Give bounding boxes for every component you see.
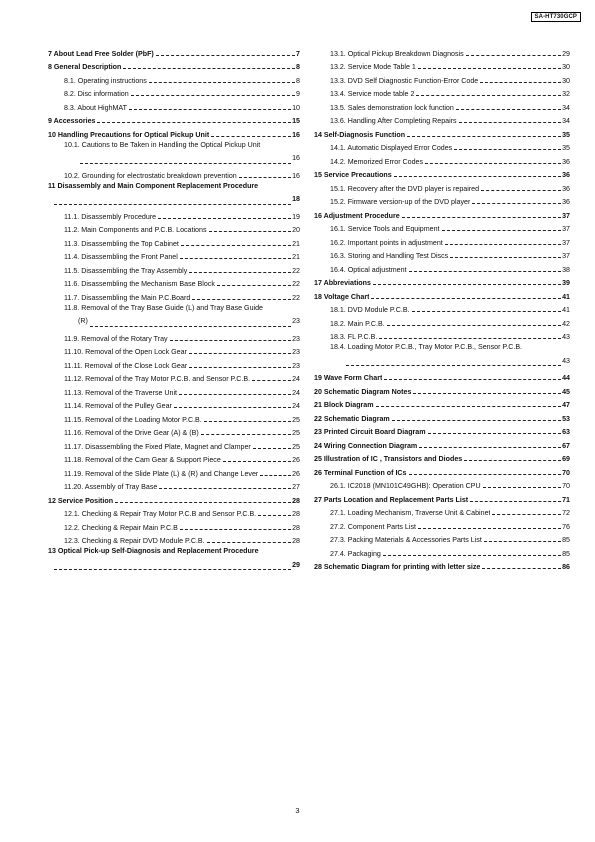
dot-leader	[217, 285, 291, 286]
toc-entry-title: 11.14. Removal of the Pulley Gear	[64, 402, 172, 410]
toc-entry[interactable]	[48, 112, 300, 126]
toc-entry[interactable]	[48, 370, 300, 384]
toc-entry-page: 22	[292, 293, 300, 302]
dot-leader	[189, 367, 291, 368]
dot-leader	[209, 231, 292, 232]
toc-entry[interactable]	[48, 356, 300, 370]
dot-leader	[181, 245, 291, 246]
toc-entry-page: 25	[292, 442, 300, 451]
dot-leader	[456, 109, 561, 110]
toc-entry-page: 24	[292, 375, 300, 383]
toc-entry-title: 15.2. Firmware version-up of the DVD player	[330, 198, 471, 206]
toc-entry-title: 26.1. IC2018 (MN101C49GHB): Operation CPU	[330, 482, 481, 490]
dot-leader	[223, 461, 291, 462]
toc-entry-page: 16	[292, 154, 300, 162]
toc-entry-page: 15	[292, 117, 300, 125]
toc-entry-title: 27.2. Component Parts List	[330, 522, 416, 531]
dot-leader	[376, 406, 562, 407]
toc-entry[interactable]	[48, 410, 300, 424]
toc-entry[interactable]	[314, 328, 570, 342]
toc-entry-page: 43	[562, 356, 570, 365]
toc-entry-page: 28	[292, 496, 300, 505]
toc-entry[interactable]	[48, 44, 300, 58]
toc-entry-page: 30	[562, 76, 570, 85]
toc-entry-page: 20	[292, 226, 300, 234]
dot-leader	[482, 568, 561, 569]
toc-entry-page: 37	[562, 225, 570, 233]
toc-entry-title: 14.1. Automatic Displayed Error Codes	[330, 144, 453, 152]
dot-leader	[384, 379, 561, 380]
dot-leader	[418, 68, 561, 69]
dot-leader	[392, 420, 561, 421]
toc-entry-title: 13.6. Handling After Completing Repairs	[330, 117, 457, 125]
dot-leader	[54, 569, 291, 570]
toc-entry-page: 36	[562, 171, 570, 179]
toc-entry[interactable]	[48, 71, 300, 85]
toc-entry-title: 11.1. Disassembly Procedure	[64, 212, 157, 221]
dot-leader	[419, 447, 561, 448]
toc-entry-title: 25 Illustration of IC , Transistors and Diodes	[314, 455, 463, 463]
dot-leader	[416, 95, 561, 96]
toc-entry-page: 22	[292, 280, 300, 288]
dot-leader	[442, 230, 562, 231]
toc-entry[interactable]	[314, 206, 570, 220]
toc-entry[interactable]	[48, 98, 300, 112]
toc-entry[interactable]	[48, 207, 300, 221]
dot-leader	[346, 365, 561, 366]
dot-leader	[192, 299, 291, 300]
toc-entry-page: 37	[562, 238, 570, 247]
toc-entry-title: 17 Abbreviations	[314, 279, 371, 287]
toc-entry-page: 47	[562, 401, 570, 409]
toc-entry[interactable]	[314, 71, 570, 85]
toc-entry-page: 19	[292, 212, 300, 221]
toc-entry[interactable]	[48, 545, 300, 572]
toc-entry-page: 29	[562, 49, 570, 58]
toc-entry-title: 18.4. Loading Motor P.C.B., Tray Motor P.C.B., Sensor P.C.B.	[330, 343, 523, 351]
toc-entry[interactable]	[314, 233, 570, 247]
toc-entry-page: 85	[562, 549, 570, 558]
toc-entry-page: 85	[562, 536, 570, 544]
dot-leader	[459, 122, 562, 123]
toc-entry[interactable]	[48, 288, 300, 302]
toc-entry[interactable]	[48, 518, 300, 532]
dot-leader	[483, 487, 561, 488]
toc-entry[interactable]	[48, 532, 300, 546]
toc-entry-title: 14 Self-Diagnosis Function	[314, 130, 406, 139]
toc-entry-title: 21 Block Diagram	[314, 401, 374, 409]
toc-entry[interactable]	[314, 166, 570, 180]
toc-entry-title: 13.3. DVD Self Diagnostic Function-Error Code	[330, 76, 479, 85]
toc-entry-page: 34	[562, 117, 570, 125]
toc-entry-title: 11.4. Disassembling the Front Panel	[64, 253, 178, 261]
toc-entry[interactable]	[48, 343, 300, 357]
toc-entry-page: 24	[292, 388, 300, 397]
toc-entry-page: 37	[562, 211, 570, 220]
toc-entry-title: 18.1. DVD Module P.C.B.	[330, 306, 410, 314]
toc-entry-title: 10 Handling Precautions for Optical Pickup Unit	[48, 130, 210, 139]
toc-entry-page: 25	[292, 429, 300, 437]
dot-leader	[174, 407, 291, 408]
dot-leader	[412, 311, 562, 312]
dot-leader	[371, 298, 561, 299]
toc-entry[interactable]	[314, 247, 570, 261]
toc-entry-title: 13 Optical Pick-up Self-Diagnosis and Replacement Procedure	[48, 547, 259, 555]
dot-leader	[123, 68, 295, 69]
toc-entry-page: 27	[292, 483, 300, 491]
toc-entry-page: 23	[292, 317, 300, 325]
toc-entry[interactable]	[314, 314, 570, 328]
toc-entry-title: 16 Adjustment Procedure	[314, 211, 400, 220]
toc-entry[interactable]	[314, 152, 570, 166]
dot-leader	[211, 136, 291, 137]
toc-entry[interactable]	[314, 193, 570, 207]
dot-leader	[158, 218, 291, 219]
toc-entry-title: 8.1. Operating instructions	[64, 76, 147, 85]
toc-entry-page: 8	[296, 63, 300, 71]
toc-entry[interactable]	[48, 221, 300, 235]
toc-entry[interactable]	[314, 504, 570, 518]
toc-entry[interactable]	[314, 423, 570, 437]
dot-leader	[373, 284, 561, 285]
toc-entry-page: 21	[292, 253, 300, 261]
toc-entry-page: 37	[562, 252, 570, 260]
model-number-badge: SA-HT730GCP	[531, 12, 581, 22]
dot-leader	[425, 163, 561, 164]
toc-entry-page: 16	[292, 171, 300, 180]
toc-entry[interactable]	[314, 341, 570, 368]
dot-leader	[80, 163, 291, 164]
toc-entry-title: 19 Wave Form Chart	[314, 374, 383, 382]
toc-entry[interactable]	[48, 437, 300, 451]
toc-entry-page: 28	[292, 510, 300, 518]
toc-entry[interactable]	[314, 98, 570, 112]
toc-entry-title: 9 Accessories	[48, 117, 96, 125]
toc-entry-title: 27.1. Loading Mechanism, Traverse Unit & Cabinet	[330, 509, 491, 517]
toc-entry-page: 41	[562, 306, 570, 314]
toc-entry-title: 12.3. Checking & Repair DVD Module P.C.B.	[64, 537, 205, 545]
toc-entry[interactable]	[48, 424, 300, 438]
toc-entry[interactable]	[314, 382, 570, 396]
toc-entry-page: 24	[292, 402, 300, 410]
toc-entry[interactable]	[48, 491, 300, 505]
toc-entry-title: 22 Schematic Diagram	[314, 414, 390, 423]
toc-entry-title: 16.3. Storing and Handling Test Discs	[330, 252, 449, 260]
toc-entry-title: 13.5. Sales demonstration lock function	[330, 103, 454, 112]
dot-leader	[54, 204, 291, 205]
toc-entry-page: 10	[292, 103, 300, 112]
toc-entry-title: 7 About Lead Free Solder (PbF)	[48, 49, 154, 58]
toc-entry[interactable]	[314, 112, 570, 126]
toc-entry-title: 11.8. Removal of the Tray Base Guide (L) and Tray Base Guide	[64, 303, 263, 312]
toc-entry-title: 12 Service Position	[48, 496, 114, 505]
toc-entry-title: 11.13. Removal of the Traverse Unit	[64, 388, 178, 397]
toc-entry[interactable]	[48, 180, 300, 207]
toc-entry-page: 28	[292, 537, 300, 545]
toc-entry[interactable]	[48, 383, 300, 397]
toc-entry-page: 36	[562, 198, 570, 206]
toc-entry-page: 26	[292, 469, 300, 478]
toc-entry-title-continued: (R)	[78, 317, 88, 325]
toc-entry-page: 41	[562, 292, 570, 301]
toc-entry-page: 35	[562, 130, 570, 139]
toc-entry[interactable]	[48, 58, 300, 72]
toc-entry[interactable]	[314, 450, 570, 464]
dot-leader	[189, 353, 291, 354]
toc-entry-page: 38	[562, 265, 570, 274]
toc-entry[interactable]	[314, 558, 570, 572]
toc-entry[interactable]	[314, 396, 570, 410]
dot-leader	[409, 474, 562, 475]
dot-leader	[170, 340, 292, 341]
toc-entry[interactable]	[314, 436, 570, 450]
toc-entry-title: 18.3. FL P.C.B.	[330, 333, 378, 341]
dot-leader	[207, 542, 291, 543]
toc-entry-page: 36	[562, 184, 570, 193]
toc-entry-title: 8.2. Disc information	[64, 90, 129, 98]
toc-entry-title: 11.9. Removal of the Rotary Tray	[64, 334, 168, 343]
toc-entry[interactable]	[314, 517, 570, 531]
dot-leader	[454, 149, 561, 150]
toc-entry-title: 28 Schematic Diagram for printing with letter size	[314, 563, 481, 571]
toc-entry-title: 13.2. Service Mode Table 1	[330, 63, 416, 71]
dot-leader	[129, 109, 291, 110]
dot-leader	[470, 501, 561, 502]
toc-entry-title: 16.4. Optical adjustment	[330, 265, 407, 274]
toc-entry[interactable]	[48, 505, 300, 519]
toc-entry-title: 16.2. Important points in adjustment	[330, 238, 443, 247]
dot-leader	[179, 394, 291, 395]
toc-entry[interactable]	[314, 301, 570, 315]
toc-entry[interactable]	[314, 139, 570, 153]
toc-entry[interactable]	[48, 451, 300, 465]
toc-entry-title: 10.1. Cautions to Be Taken in Handling the Optical Pickup Unit	[64, 140, 261, 149]
toc-entry-title: 11.6. Disassembling the Mechanism Base Block	[64, 280, 215, 288]
toc-entry-title: 8.3. About HighMAT	[64, 103, 127, 112]
toc-entry[interactable]	[314, 220, 570, 234]
dot-leader	[407, 136, 561, 137]
toc-entry[interactable]	[314, 58, 570, 72]
toc-entry-title: 27.4. Packaging	[330, 549, 381, 558]
toc-entry-page: 42	[562, 319, 570, 328]
toc-entry-title: 11.17. Disassembling the Fixed Plate, Magnet and Clamper	[64, 442, 251, 451]
toc-entry[interactable]	[48, 464, 300, 478]
dot-leader	[189, 272, 291, 273]
toc-entry-title: 10.2. Grounding for electrostatic breakdown prevention	[64, 171, 237, 180]
toc-entry-title: 15 Service Precautions	[314, 171, 392, 179]
toc-entry-page: 7	[296, 49, 300, 58]
toc-entry-page: 76	[562, 522, 570, 531]
toc-entry-title: 18.2. Main P.C.B.	[330, 319, 385, 328]
toc-entry-title: 11.20. Assembly of Tray Base	[64, 483, 158, 491]
dot-leader	[418, 528, 561, 529]
toc-entry-title: 11.10. Removal of the Open Lock Gear	[64, 348, 187, 356]
dot-leader	[402, 217, 561, 218]
dot-leader	[159, 488, 291, 489]
toc-entry-title: 11.11. Removal of the Close Lock Gear	[64, 361, 188, 370]
toc-entry-title: 18 Voltage Chart	[314, 292, 370, 301]
toc-entry-page: 23	[292, 334, 300, 343]
dot-leader	[484, 541, 561, 542]
toc-entry[interactable]	[48, 397, 300, 411]
toc-entry[interactable]	[314, 274, 570, 288]
dot-leader	[428, 433, 562, 434]
toc-entry-page: 34	[562, 103, 570, 112]
dot-leader	[258, 515, 291, 516]
toc-entry-title: 20 Schematic Diagram Notes	[314, 387, 412, 396]
toc-entry-title: 11.19. Removal of the Slide Plate (L) & (R) and Change Lever	[64, 469, 259, 478]
toc-entry-page: 72	[562, 509, 570, 517]
toc-entry[interactable]	[314, 260, 570, 274]
toc-entry[interactable]	[48, 234, 300, 248]
dot-leader	[480, 82, 561, 83]
toc-entry-title: 27 Parts Location and Replacement Parts List	[314, 495, 469, 504]
toc-entry-page: 53	[562, 414, 570, 423]
dot-leader	[409, 271, 562, 272]
toc-entry-title: 13.1. Optical Pickup Breakdown Diagnosis	[330, 49, 464, 58]
toc-entry[interactable]	[48, 329, 300, 343]
toc-entry[interactable]	[314, 544, 570, 558]
toc-entry-title: 11.18. Removal of the Cam Gear & Support Piece	[64, 456, 221, 464]
toc-entry[interactable]	[314, 463, 570, 477]
toc-entry-title: 12.2. Checking & Repair Main P.C.B	[64, 523, 178, 532]
toc-entry-page: 28	[292, 523, 300, 532]
dot-leader	[115, 502, 291, 503]
toc-entry[interactable]	[314, 125, 570, 139]
page-number: 3	[295, 806, 300, 815]
toc-entry-title: 11 Disassembly and Main Component Replacement Procedure	[48, 181, 259, 190]
dot-leader	[252, 380, 291, 381]
dot-leader	[180, 529, 291, 530]
dot-leader	[90, 326, 291, 327]
toc-entry-page: 32	[562, 90, 570, 98]
toc-entry[interactable]	[48, 166, 300, 180]
toc-entry-page: 29	[292, 560, 300, 569]
dot-leader	[379, 338, 561, 339]
toc-entry[interactable]	[48, 302, 300, 329]
dot-leader	[201, 434, 291, 435]
toc-entry-title: 11.12. Removal of the Tray Motor P.C.B. and Sensor P.C.B.	[64, 375, 251, 383]
toc-entry-page: 86	[562, 563, 570, 571]
toc-entry-title: 11.2. Main Components and P.C.B. Locations	[64, 226, 207, 234]
toc-entry-page: 35	[562, 144, 570, 152]
toc-entry-page: 70	[562, 482, 570, 490]
toc-entry-title: 27.3. Packing Materials & Accessories Parts List	[330, 536, 482, 544]
toc-entry-page: 30	[562, 63, 570, 71]
toc-entry-title: 13.4. Service mode table 2	[330, 90, 415, 98]
dot-leader	[204, 421, 291, 422]
toc-entry-page: 21	[292, 239, 300, 248]
toc-entry-page: 69	[562, 455, 570, 463]
toc-entry-page: 22	[292, 266, 300, 275]
toc-entry[interactable]	[314, 531, 570, 545]
dot-leader	[472, 203, 561, 204]
toc-entry-page: 70	[562, 468, 570, 477]
toc-entry-title: 12.1. Checking & Repair Tray Motor P.C.B and Sensor P.C.B.	[64, 510, 257, 518]
toc-entry-page: 16	[292, 130, 300, 139]
dot-leader	[394, 176, 561, 177]
toc-entry-page: 67	[562, 441, 570, 450]
toc-entry-page: 36	[562, 157, 570, 166]
dot-leader	[464, 460, 561, 461]
toc-entry[interactable]	[48, 139, 300, 166]
toc-entry[interactable]	[48, 248, 300, 262]
toc-entry-page: 45	[562, 387, 570, 396]
toc-entry[interactable]	[48, 478, 300, 492]
toc-entry[interactable]	[314, 369, 570, 383]
toc-entry[interactable]	[48, 261, 300, 275]
toc-entry[interactable]	[314, 44, 570, 58]
toc-entry-page: 25	[292, 415, 300, 424]
toc-entry[interactable]	[314, 85, 570, 99]
dot-leader	[253, 448, 291, 449]
toc-entry[interactable]	[314, 477, 570, 491]
dot-leader	[180, 258, 291, 259]
dot-leader	[481, 190, 561, 191]
dot-leader	[239, 177, 291, 178]
toc-entry-page: 71	[562, 495, 570, 504]
dot-leader	[492, 514, 561, 515]
toc-entry-page: 8	[296, 76, 300, 85]
toc-entry-title: 11.16. Removal of the Drive Gear (A) & (B)	[64, 429, 199, 437]
toc-entry-title: 26 Terminal Function of ICs	[314, 468, 407, 477]
toc-entry-title: 11.3. Disassembling the Top Cabinet	[64, 239, 179, 248]
toc-entry[interactable]	[48, 125, 300, 139]
toc-entry[interactable]	[314, 179, 570, 193]
toc-entry-title: 16.1. Service Tools and Equipment	[330, 225, 440, 233]
toc-entry-title: 11.7. Disassembling the Main P.C.Board	[64, 293, 191, 302]
toc-entry-page: 39	[562, 279, 570, 287]
toc-entry[interactable]	[314, 490, 570, 504]
dot-leader	[383, 555, 561, 556]
toc-entry[interactable]	[314, 287, 570, 301]
toc-entry-page: 9	[296, 90, 300, 98]
toc-entry[interactable]	[314, 409, 570, 423]
toc-entry-page: 23	[292, 361, 300, 370]
dot-leader	[413, 393, 561, 394]
toc-entry-page: 18	[292, 195, 300, 203]
toc-entry[interactable]	[48, 85, 300, 99]
toc-entry-title: 11.5. Disassembling the Tray Assembly	[64, 266, 188, 275]
toc-entry-page: 44	[562, 374, 570, 382]
dot-leader	[97, 122, 291, 123]
toc-entry-page: 26	[292, 456, 300, 464]
toc-entry-title: 15.1. Recovery after the DVD player is repaired	[330, 184, 480, 193]
dot-leader	[466, 55, 561, 56]
toc-entry[interactable]	[48, 275, 300, 289]
toc-entry-page: 23	[292, 348, 300, 356]
dot-leader	[445, 244, 561, 245]
dot-leader	[149, 82, 295, 83]
toc-left-column	[48, 44, 300, 573]
toc-entry-title: 8 General Description	[48, 63, 122, 71]
dot-leader	[156, 55, 295, 56]
dot-leader	[450, 257, 561, 258]
toc-entry-page: 63	[562, 428, 570, 436]
toc-entry-title: 23 Printed Circuit Board Diagram	[314, 428, 426, 436]
toc-entry-page: 43	[562, 333, 570, 341]
dot-leader	[260, 475, 291, 476]
toc-right-column	[314, 44, 570, 571]
toc-entry-title: 24 Wiring Connection Diagram	[314, 441, 418, 450]
toc-entry-title: 11.15. Removal of the Loading Motor P.C.B.	[64, 415, 202, 424]
dot-leader	[387, 325, 561, 326]
dot-leader	[131, 95, 295, 96]
toc-entry-title: 14.2. Memorized Error Codes	[330, 157, 424, 166]
